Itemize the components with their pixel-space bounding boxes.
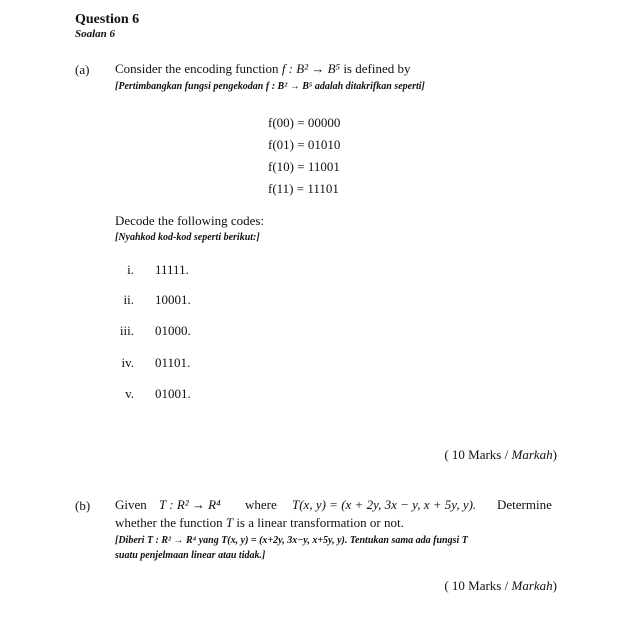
marks-suffix: ) [552, 447, 557, 462]
part-b-marks [444, 578, 557, 594]
marks-suffix: ) [552, 578, 557, 593]
part-b-line2-suffix: is a linear transformation or not. [233, 515, 404, 530]
encoding-01: f(01) = 01010 [268, 137, 341, 152]
item-number: v. [125, 386, 134, 401]
marks-italic: Markah [511, 578, 553, 593]
question-subtitle: Soalan 6 [75, 28, 116, 40]
item-number: i. [127, 262, 134, 277]
part-b-ms-line1: [Diberi T : R² → R⁴ yang T(x, y) = (x+2y, 3x−y, x+5y, y). Tentukan sama ada fungsi T [115, 535, 468, 546]
part-b-determine: Determine [497, 497, 552, 512]
part-b-map: T : R² → R⁴ [159, 497, 221, 512]
part-a-intro-ms [115, 81, 425, 92]
item-number: iii. [119, 323, 134, 338]
item-number: iv. [121, 355, 134, 370]
decode-instruction-en: Decode the following codes: [115, 213, 265, 228]
item-code: 01000. [155, 323, 191, 338]
item-code: 01101. [155, 355, 191, 370]
part-a-intro-en-prefix: Consider the encoding function [115, 61, 282, 76]
marks-prefix: ( 10 Marks / [444, 447, 512, 462]
part-b-label: (b) [75, 498, 91, 513]
part-b-formula: T(x, y) = (x + 2y, 3x − y, x + 5y, y). [292, 497, 477, 512]
marks-italic: Markah [511, 447, 553, 462]
item-code: 10001. [155, 292, 191, 307]
encoding-11: f(11) = 11101 [268, 181, 339, 196]
question-title: Question 6 [75, 12, 140, 27]
item-number: ii. [123, 292, 134, 307]
part-a-intro-ms-prefix: [Pertimbangkan fungsi pengekodan [115, 81, 266, 92]
part-b-line2-prefix: whether the function [115, 515, 226, 530]
item-code: 11111. [155, 262, 189, 277]
part-b-where: where [245, 497, 277, 512]
part-a-function-sig-ms: f : B² → B⁵ [265, 81, 313, 92]
marks-prefix: ( 10 Marks / [444, 578, 512, 593]
part-a-intro-en-suffix: is defined by [340, 61, 411, 76]
part-b-line2 [115, 515, 404, 531]
part-a-function-sig: f : B² → B⁵ [281, 61, 341, 76]
part-a-intro-ms-suffix: adalah ditakrifkan seperti] [312, 81, 425, 92]
decode-instruction-ms: [Nyahkod kod-kod seperti berikut:] [115, 232, 260, 243]
encoding-10: f(10) = 11001 [268, 159, 340, 174]
part-b-given: Given [115, 497, 147, 512]
part-b-ms-line2: suatu penjelmaan linear atau tidak.] [115, 550, 266, 561]
part-b-line2-var: T [225, 515, 234, 530]
encoding-00: f(00) = 00000 [268, 115, 341, 130]
part-a-label: (a) [75, 62, 90, 77]
item-code: 01001. [155, 386, 191, 401]
part-a-marks [444, 447, 557, 463]
part-a-intro-en [115, 61, 410, 77]
